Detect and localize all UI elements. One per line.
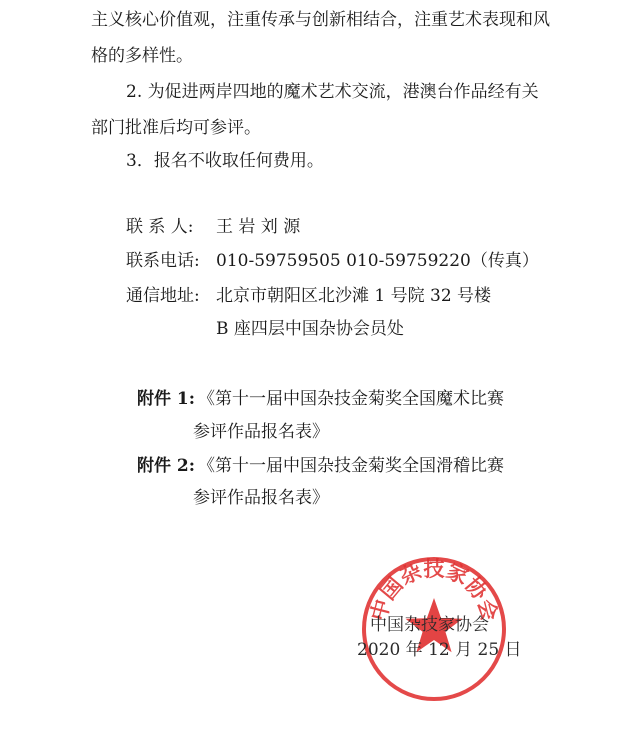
- attachment-2-title-cont: 参评作品报名表》: [193, 488, 329, 508]
- list-item-2-continuation: 部门批准后均可参评。: [91, 118, 261, 138]
- attachment-1-label: 附件 1:: [137, 389, 196, 409]
- issue-date: 2020 年 12 月 25 日: [357, 640, 522, 660]
- attachment-1-title-cont: 参评作品报名表》: [193, 422, 329, 442]
- contact-address-label: 通信地址:: [126, 286, 200, 306]
- paragraph-line: 主义核心价值观，注重传承与创新相结合，注重艺术表现和风: [91, 10, 550, 30]
- seal-text: 中国杂技家协会: [365, 555, 503, 624]
- attachment-1-title: 《第十一届中国杂技金菊奖全国魔术比赛: [198, 389, 504, 409]
- list-item-2: 2. 为促进两岸四地的魔术艺术交流，港澳台作品经有关: [126, 82, 539, 102]
- contact-address-line1: 北京市朝阳区北沙滩 1 号院 32 号楼: [216, 286, 492, 306]
- contact-address-line2: B 座四层中国杂协会员处: [216, 319, 404, 339]
- contact-person-label: 联 系 人:: [126, 217, 194, 237]
- issuing-organization: 中国杂技家协会: [370, 615, 489, 635]
- contact-phone-value: 010-59759505 010-59759220（传真）: [216, 251, 539, 271]
- contact-phone-label: 联系电话:: [126, 251, 200, 271]
- list-item-3: 3．报名不收取任何费用。: [126, 151, 324, 171]
- contact-person-value: 王 岩 刘 源: [216, 217, 301, 237]
- attachment-2-label: 附件 2:: [137, 456, 196, 476]
- attachment-2-title: 《第十一届中国杂技金菊奖全国滑稽比赛: [198, 456, 504, 476]
- paragraph-line: 格的多样性。: [91, 46, 193, 66]
